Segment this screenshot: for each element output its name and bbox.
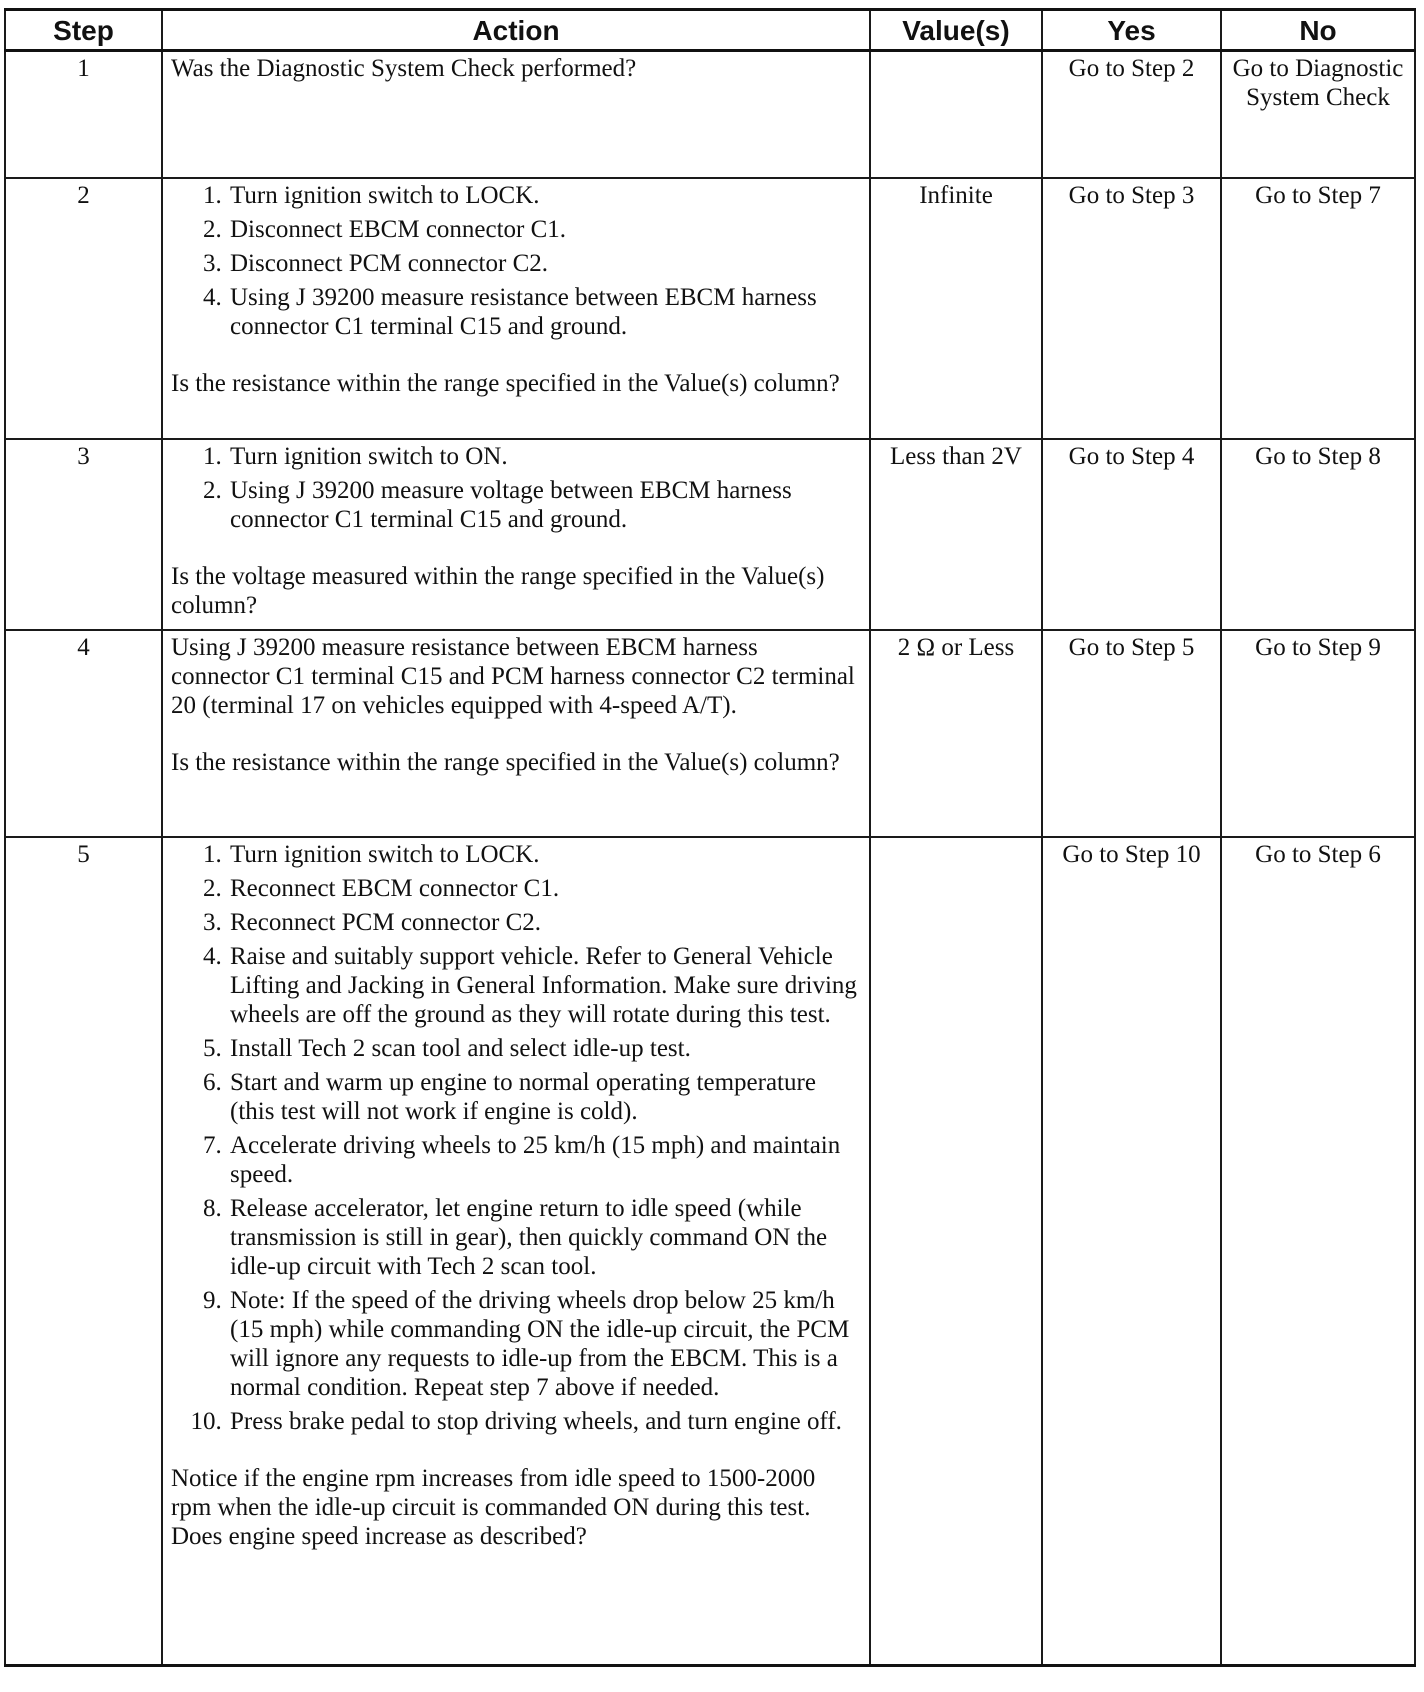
- list-item: 10. Press brake pedal to stop driving wheels, and turn engine off.: [228, 1407, 861, 1436]
- action-steps-list: [171, 181, 861, 341]
- value-cell: [870, 837, 1042, 1666]
- list-item: 9. Note: If the speed of the driving wheels drop below 25 km/h (15 mph) while commanding ON the idle-up circuit, the PCM will ignore any requests to idle-up from the EBCM. This is a normal condition. Repeat step 7 above if needed.: [228, 1286, 861, 1402]
- action-cell: [162, 178, 870, 439]
- list-item: 1. Turn ignition switch to ON.: [228, 442, 861, 471]
- action-steps-list: [171, 442, 861, 534]
- value-cell: [870, 51, 1042, 179]
- step-number: 4: [5, 630, 162, 837]
- no-cell: Go to Step 9: [1221, 630, 1415, 837]
- question-text: Is the voltage measured within the range specified in the Value(s) column?: [171, 563, 825, 619]
- header-yes: Yes: [1042, 10, 1221, 51]
- action-cell: [162, 439, 870, 630]
- question-text: Is the resistance within the range specified in the Value(s) column?: [171, 370, 840, 397]
- header-step: Step: [5, 10, 162, 51]
- header-value: Value(s): [870, 10, 1042, 51]
- header-no: No: [1221, 10, 1415, 51]
- step-number: 2: [5, 178, 162, 439]
- no-cell: Go to Step 8: [1221, 439, 1415, 630]
- table-row: [5, 439, 1415, 630]
- list-item: 7. Accelerate driving wheels to 25 km/h (15 mph) and maintain speed.: [228, 1131, 861, 1189]
- yes-cell: Go to Step 2: [1042, 51, 1221, 179]
- table-row: [5, 630, 1415, 837]
- list-item: 6. Start and warm up engine to normal operating temperature (this test will not work if engine is cold).: [228, 1068, 861, 1126]
- value-cell: 2 Ω or Less: [870, 630, 1042, 837]
- table-row: [5, 51, 1415, 179]
- question-text: Notice if the engine rpm increases from idle speed to 1500-2000 rpm when the idle-up circuit is commanded ON during this test. Does engine speed increase as described?: [171, 1465, 816, 1550]
- list-item: 5. Install Tech 2 scan tool and select idle-up test.: [228, 1034, 861, 1063]
- yes-cell: Go to Step 3: [1042, 178, 1221, 439]
- list-item: 2. Using J 39200 measure voltage between EBCM harness connector C1 terminal C15 and ground.: [228, 476, 861, 534]
- action-text: Was the Diagnostic System Check performed?: [171, 55, 637, 82]
- no-cell: Go to Step 7: [1221, 178, 1415, 439]
- table-row: [5, 178, 1415, 439]
- action-steps-list: [171, 840, 861, 1436]
- diagnostic-table: [4, 8, 1416, 1667]
- diagnostic-sheet: [4, 8, 1414, 1667]
- action-cell: [162, 51, 870, 179]
- table-row: [5, 837, 1415, 1666]
- list-item: 3. Disconnect PCM connector C2.: [228, 249, 861, 278]
- list-item: 1. Turn ignition switch to LOCK.: [228, 840, 861, 869]
- list-item: 3. Reconnect PCM connector C2.: [228, 908, 861, 937]
- value-cell: Less than 2V: [870, 439, 1042, 630]
- header-action: Action: [162, 10, 870, 51]
- list-item: 2. Disconnect EBCM connector C1.: [228, 215, 861, 244]
- action-cell: [162, 837, 870, 1666]
- list-item: 4. Raise and suitably support vehicle. Refer to General Vehicle Lifting and Jacking in General Information. Make sure driving wheels are off the ground as they will rotate during this test.: [228, 942, 861, 1029]
- step-number: 3: [5, 439, 162, 630]
- list-item: 4. Using J 39200 measure resistance between EBCM harness connector C1 terminal C15 and ground.: [228, 283, 861, 341]
- step-number: 5: [5, 837, 162, 1666]
- yes-cell: Go to Step 5: [1042, 630, 1221, 837]
- value-cell: Infinite: [870, 178, 1042, 439]
- list-item: 2. Reconnect EBCM connector C1.: [228, 874, 861, 903]
- question-text: Is the resistance within the range specified in the Value(s) column?: [171, 749, 840, 776]
- list-item: 8. Release accelerator, let engine return to idle speed (while transmission is still in gear), then quickly command ON the idle-up circuit with Tech 2 scan tool.: [228, 1194, 861, 1281]
- yes-cell: Go to Step 10: [1042, 837, 1221, 1666]
- action-cell: [162, 630, 870, 837]
- yes-cell: Go to Step 4: [1042, 439, 1221, 630]
- step-number: 1: [5, 51, 162, 179]
- list-item: 1. Turn ignition switch to LOCK.: [228, 181, 861, 210]
- no-cell: Go to Diagnostic System Check: [1221, 51, 1415, 179]
- header-row: [5, 10, 1415, 51]
- action-text: Using J 39200 measure resistance between EBCM harness connector C1 terminal C15 and PCM harness connector C2 terminal 20 (terminal 17 on vehicles equipped with 4-speed A/T).: [171, 634, 855, 719]
- no-cell: Go to Step 6: [1221, 837, 1415, 1666]
